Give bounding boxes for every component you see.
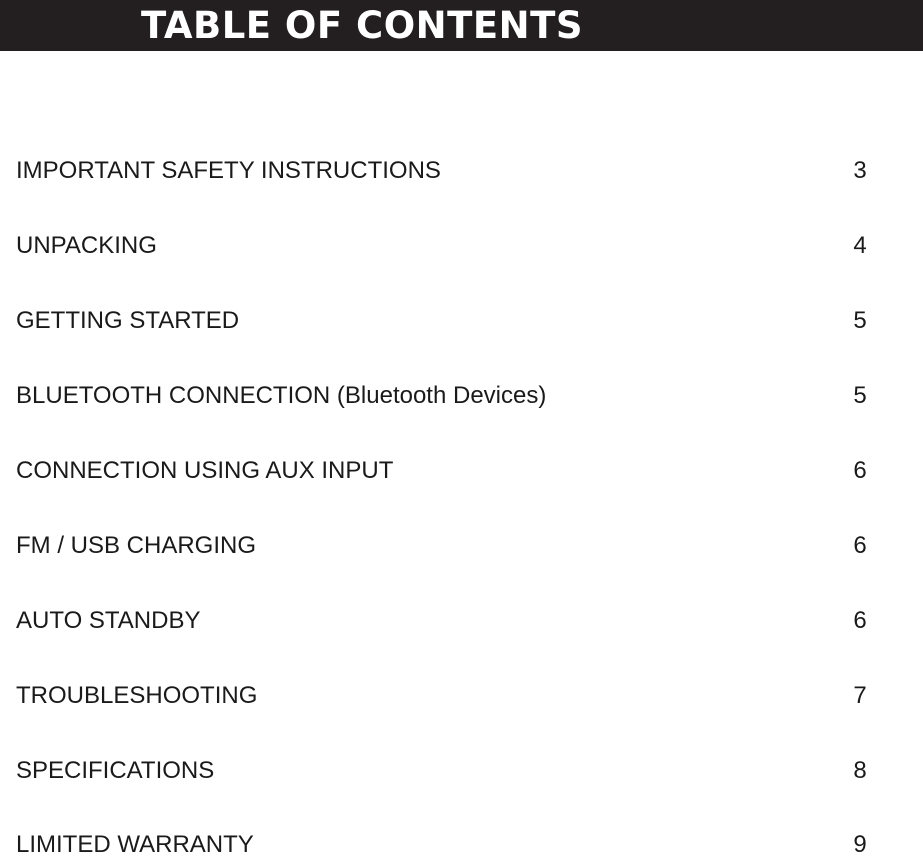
toc-entry-troubleshooting[interactable] (16, 679, 870, 713)
toc-entry-page-number: 4 (853, 232, 867, 259)
toc-entry-label: AUTO STANDBY (16, 607, 201, 634)
toc-entry-page-number: 5 (853, 382, 867, 409)
toc-entry-bluetooth-connection[interactable] (16, 379, 870, 413)
toc-entry-label: FM / USB CHARGING (16, 532, 257, 559)
toc-entry-page-number: 6 (853, 607, 867, 634)
toc-entry-page-number: 6 (853, 457, 867, 484)
toc-entry-label: TROUBLESHOOTING (16, 682, 258, 709)
toc-entry-label: CONNECTION USING AUX INPUT (16, 457, 394, 484)
toc-entry-aux-input[interactable] (16, 454, 870, 488)
toc-entry-label: UNPACKING (16, 232, 157, 259)
toc-entry-label: SPECIFICATIONS (16, 757, 215, 784)
toc-entry-page-number: 9 (853, 831, 867, 858)
toc-entry-specifications[interactable] (16, 754, 870, 788)
toc-entry-unpacking[interactable] (16, 229, 870, 263)
toc-entry-label: LIMITED WARRANTY (16, 831, 254, 858)
toc-entry-label: IMPORTANT SAFETY INSTRUCTIONS (16, 157, 441, 184)
toc-entry-page-number: 6 (853, 532, 867, 559)
toc-entry-page-number: 8 (853, 757, 867, 784)
toc-entry-label: BLUETOOTH CONNECTION (Bluetooth Devices) (16, 382, 547, 409)
page-title: TABLE OF CONTENTS (141, 4, 583, 47)
toc-entry-limited-warranty[interactable] (16, 828, 870, 862)
toc-entry-label: GETTING STARTED (16, 307, 240, 334)
toc-entry-getting-started[interactable] (16, 304, 870, 338)
toc-entry-page-number: 3 (853, 157, 867, 184)
header-bar (0, 0, 923, 51)
toc-entry-fm-usb-charging[interactable] (16, 529, 870, 563)
toc-entry-safety-instructions[interactable] (16, 154, 870, 188)
toc-entry-auto-standby[interactable] (16, 604, 870, 638)
toc-entry-page-number: 7 (853, 682, 867, 709)
toc-entry-page-number: 5 (853, 307, 867, 334)
